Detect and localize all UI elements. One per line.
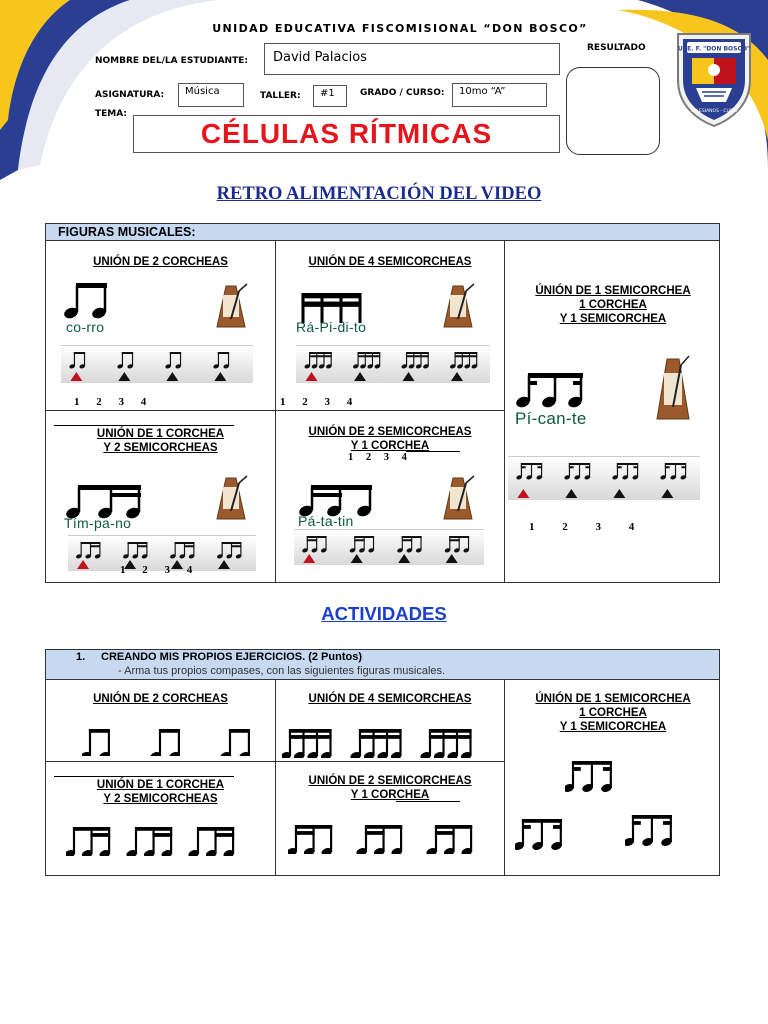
corchea-2-semi-icon	[63, 483, 149, 519]
metronome-icon	[651, 355, 695, 421]
beat-triangle-icon	[77, 560, 89, 569]
cell-title-line-1: UNIÓN DE 1 CORCHEA	[96, 779, 225, 791]
beat-numbers: 1 2 3 4	[529, 521, 635, 533]
cell-title: UNIÓN DE 2 CORCHEAS	[93, 693, 228, 705]
cell-title-line-2: 1 CORCHEA	[579, 707, 647, 719]
beat-triangle-icon	[517, 489, 529, 498]
beat-triangle-icon	[166, 372, 178, 381]
cell-title: UNIÓN DE 2 CORCHEAS	[93, 256, 228, 268]
2-semi-corchea-groups	[288, 822, 502, 854]
figuras-header	[46, 224, 719, 241]
figura-cell-semi-corchea-semi	[505, 241, 721, 582]
eighth-note-pairs	[82, 726, 252, 756]
note-group	[352, 352, 380, 369]
item-instruction: - Arma tus propios compases, con las siguientes figuras musicales.	[118, 665, 446, 677]
beat-triangle-icon	[214, 372, 226, 381]
note-group	[117, 352, 134, 369]
beat-numbers: 1 2 3 4	[280, 396, 353, 408]
workshop-label: TALLER:	[260, 91, 301, 101]
activity-cell-2-semi-corchea[interactable]	[276, 762, 505, 875]
note-group	[187, 827, 235, 856]
figura-cell-corchea-2-semi	[46, 411, 276, 582]
syncopated-group	[515, 816, 585, 850]
beat-triangle-icon	[403, 372, 415, 381]
beat-strip	[61, 345, 253, 383]
grade-label: GRADO / CURSO:	[360, 88, 445, 98]
note-group	[122, 542, 148, 559]
beat-strip	[294, 529, 484, 565]
figura-cell-4-semicorcheas	[276, 241, 505, 411]
note-group	[169, 542, 195, 559]
cell-title: UNIÓN DE 4 SEMICORCHEAS	[308, 256, 472, 268]
beat-triangle-icon	[351, 554, 363, 563]
shield-text: U. E. F. "DON BOSCO"	[677, 45, 751, 53]
syllables: Tím-pa-no	[64, 515, 132, 531]
activity-cell-2-corcheas[interactable]	[46, 680, 276, 762]
syncopated-note-group-icon	[513, 371, 587, 409]
retro-title: RETRO ALIMENTACIÓN DEL VIDEO	[216, 184, 542, 204]
note-group	[355, 825, 403, 854]
result-box[interactable]	[566, 67, 660, 155]
cell-title-line-3: Y 1 SEMICORCHEA	[559, 313, 667, 325]
topic-label: TEMA:	[95, 109, 127, 119]
figuras-header-text: FIGURAS MUSICALES:	[58, 225, 196, 239]
student-label: NOMBRE DEL/LA ESTUDIANTE:	[95, 56, 248, 66]
2-semi-corchea-icon	[296, 483, 378, 517]
note-group	[612, 463, 639, 480]
note-group	[125, 827, 173, 856]
note-group	[660, 463, 687, 480]
school-shield-logo	[672, 28, 756, 128]
note-group	[425, 825, 473, 854]
cell-title-line-2: Y 2 SEMICORCHEAS	[103, 442, 218, 454]
note-group	[282, 729, 333, 758]
topic-title: CÉLULAS RÍTMICAS	[133, 115, 560, 153]
beat-triangle-icon	[303, 554, 315, 563]
beat-numbers: 1 2 3 4	[74, 396, 147, 408]
note-group	[213, 352, 230, 369]
figura-cell-2-semi-corchea	[276, 411, 505, 582]
beat-triangle-icon	[565, 489, 577, 498]
note-group	[401, 352, 429, 369]
metronome-icon	[436, 283, 480, 329]
shield-bottom-text: SALESIANOS - CUITO	[690, 109, 738, 114]
note-group	[515, 819, 563, 850]
cell-title-line-1: ÚNIÓN DE 1 SEMICORCHEA	[535, 285, 691, 297]
note-group	[625, 815, 673, 846]
beat-numbers: 1 2 3 4	[348, 452, 407, 463]
activities-header	[46, 650, 719, 680]
metronome-icon	[209, 475, 253, 521]
beat-triangle-icon	[446, 554, 458, 563]
note-group	[564, 463, 591, 480]
note-group	[304, 352, 332, 369]
note-group	[69, 352, 86, 369]
syllables: Rá-Pi-di-to	[296, 319, 367, 335]
beat-triangle-icon	[306, 372, 318, 381]
note-group	[349, 536, 375, 553]
subject-field[interactable]: Música	[178, 83, 244, 107]
note-group	[444, 536, 470, 553]
corchea-2-semi-groups	[66, 824, 266, 856]
beat-strip	[296, 345, 490, 383]
beat-triangle-icon	[451, 372, 463, 381]
eighth-note-pair-icon	[61, 281, 121, 321]
activities-table	[45, 649, 720, 876]
metronome-icon	[436, 475, 480, 521]
note-group	[565, 761, 613, 792]
beat-triangle-icon	[613, 489, 625, 498]
syllables: Pá-ta-tin	[298, 513, 354, 529]
activities-title: ACTIVIDADES	[321, 603, 447, 624]
student-name-field[interactable]: David Palacios	[264, 43, 560, 75]
note-group	[288, 825, 333, 854]
cell-title-line-1: UNIÓN DE 2 SEMICORCHEAS	[308, 775, 472, 787]
sixteenth-note-group-icon	[294, 289, 384, 323]
cell-title-line-1: ÚNIÓN DE 1 SEMICORCHEA	[535, 693, 691, 705]
note-group	[349, 729, 402, 758]
result-label: RESULTADO	[587, 43, 646, 53]
school-name: UNIDAD EDUCATIVA FISCOMISIONAL “DON BOSCO”	[212, 22, 588, 35]
syncopated-group	[565, 758, 635, 792]
beat-triangle-icon	[398, 554, 410, 563]
workshop-field[interactable]: #1	[313, 85, 347, 107]
cell-title-line-2: Y 2 SEMICORCHEAS	[103, 793, 218, 805]
note-group	[516, 463, 543, 480]
cell-title-line-1: UNIÓN DE 1 CORCHEA	[96, 428, 225, 440]
note-group	[149, 729, 181, 756]
metronome-icon	[209, 283, 253, 329]
figuras-table	[45, 223, 720, 583]
beat-triangle-icon	[70, 372, 82, 381]
note-group	[419, 729, 472, 758]
note-group	[449, 352, 477, 369]
beat-triangle-icon	[661, 489, 673, 498]
note-group	[397, 536, 423, 553]
cell-title-line-2: Y 1 CORCHEA	[350, 440, 430, 452]
syncopated-group	[625, 812, 695, 846]
cell-title-line-2: 1 CORCHEA	[579, 299, 647, 311]
cell-title: UNIÓN DE 4 SEMICORCHEAS	[308, 693, 472, 705]
grade-field[interactable]: 10mo “A”	[452, 83, 547, 107]
activity-cell-semi-corchea-semi[interactable]	[505, 680, 721, 875]
beat-triangle-icon	[354, 372, 366, 381]
figura-cell-2-corcheas	[46, 241, 276, 411]
syllables: Pí-can-te	[515, 409, 587, 428]
item-title: CREANDO MIS PROPIOS EJERCICIOS. (2 Puntos)	[101, 651, 362, 663]
cell-title-line-1: UNIÓN DE 2 SEMICORCHEAS	[308, 426, 472, 438]
note-group	[219, 729, 251, 756]
beat-numbers: 1 2 3 4	[120, 564, 193, 576]
beat-triangle-icon	[218, 560, 230, 569]
beat-strip	[508, 456, 700, 500]
subject-label: ASIGNATURA:	[95, 90, 165, 100]
cell-title-line-2: Y 1 CORCHEA	[350, 789, 430, 801]
note-group	[302, 536, 328, 553]
note-group	[216, 542, 242, 559]
activity-cell-4-semicorcheas[interactable]	[276, 680, 505, 762]
beat-triangle-icon	[118, 372, 130, 381]
activity-cell-corchea-2-semi[interactable]	[46, 762, 276, 875]
item-number: 1.	[76, 651, 86, 663]
note-group	[75, 542, 101, 559]
cell-title-line-3: Y 1 SEMICORCHEA	[559, 721, 667, 733]
note-group	[82, 729, 111, 756]
sixteenth-note-groups	[282, 726, 496, 758]
note-group	[165, 352, 182, 369]
note-group	[66, 827, 111, 856]
syllables: co-rro	[66, 319, 105, 335]
